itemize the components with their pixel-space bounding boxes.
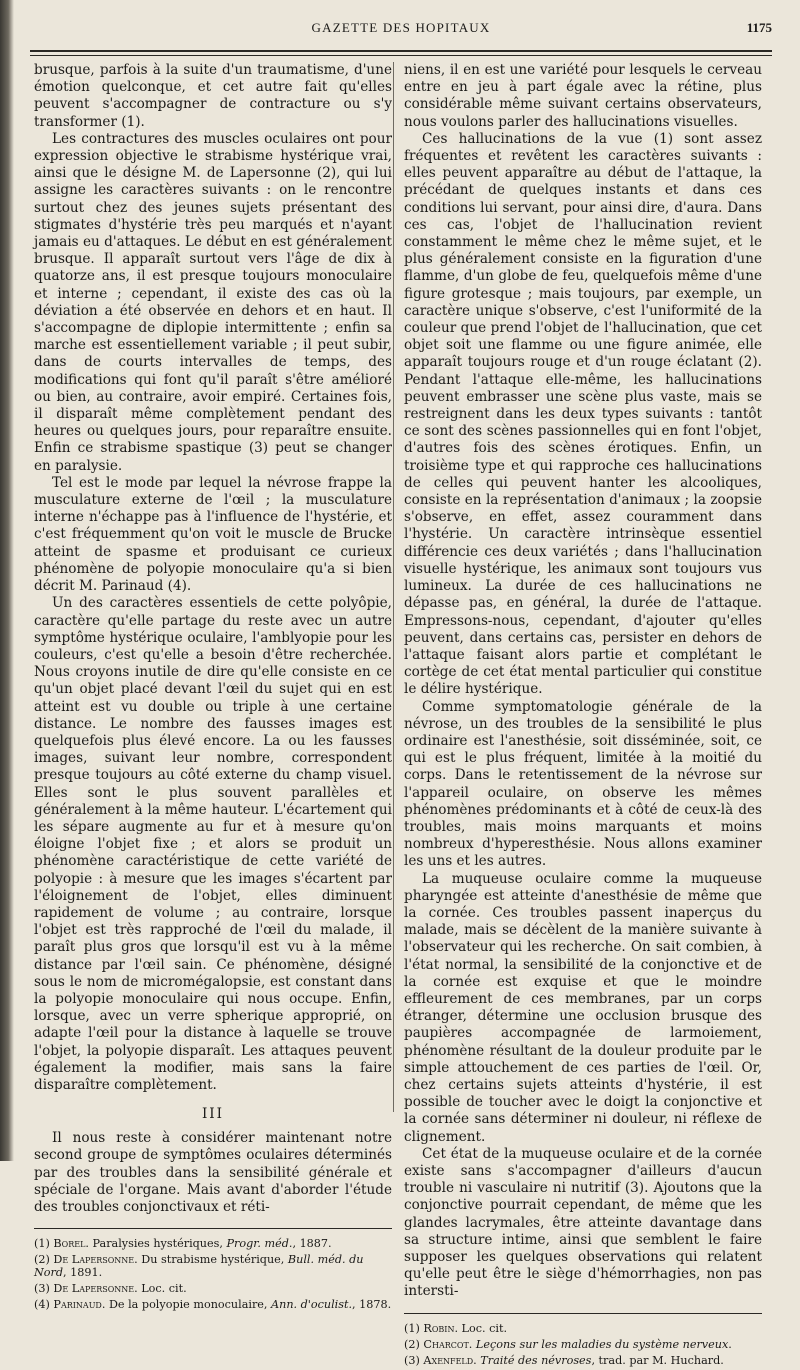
footnote-number: (1) [34,1237,50,1251]
footnote-author: Borel. [53,1237,89,1251]
paragraph: Cet état de la muqueuse oculaire et de la cornée existe sans s'accompagner d'ailleurs d'aucun trouble ni vasculaire ni nutritif (3). Ajoutons que la conjonctive pourrait cependant, de même que les glandes lacrymales, être atteinte davantage dans sa structure intime, ainsi que semblent le faire supposer les quelques observations qui relatent qu'elle peut être le siège d'hémorrhagies, non pas intersti- [404,1145,762,1300]
footnote-author: Parinaud. [53,1298,106,1312]
footnote [404,1354,762,1367]
footnote-tail: . [728,1337,732,1351]
footnote-author: Charcot. [423,1337,473,1351]
header-rule [30,50,772,52]
footnote [34,1253,392,1279]
footnote [34,1237,392,1250]
footnote-work: Traité des névroses [480,1353,592,1367]
footnote-work: Ann. d'oculist. [271,1298,353,1312]
footnote-number: (3) [34,1282,50,1296]
paragraph: brusque, parfois à la suite d'un traumatisme, d'une émotion quelconque, et cet autre fait qu'elles peuvent s'accompagner de contracture ou s'y transformer (1). [34,62,392,130]
section-heading: III [201,1106,225,1123]
footnote-tail: , 1891. [63,1266,103,1280]
page-number: 1175 [746,20,772,35]
footnote-text: De la polyopie monoculaire, [105,1298,272,1312]
footnote-author: De Lapersonne. [53,1253,138,1267]
paragraph: Il nous reste à considérer maintenant notre second groupe de symptômes oculaires déterminés par des troubles dans la sensibilité générale et spéciale de l'organe. Mais avant d'aborder l'étude des troubles conjonctivaux et réti- [34,1130,392,1215]
binding-edge [0,0,14,1161]
footnote-author: Axenfeld. [423,1353,477,1367]
header-rule-thin [30,55,772,56]
footnote [404,1322,762,1335]
column-divider [393,62,394,1112]
right-column [404,62,762,1370]
running-title: GAZETTE DES HOPITAUX [311,20,491,35]
footnote-author: De Lapersonne. [53,1282,138,1296]
footnote [404,1338,762,1351]
footnote-rule [404,1313,762,1314]
footnotes-right [404,1322,762,1367]
footnote [34,1282,392,1295]
left-column [34,62,392,1314]
paragraph: Les contractures des muscles oculaires ont pour expression objective le strabisme hystérique vrai, ainsi que le désigne M. de Lapersonne (2), qui lui assigne les caractères suivants : on le rencontre surtout chez des jeunes sujets présentant des stigmates d'hystérie très peu marqués et n'ayant jamais eu d'attaques. Le début en est généralement brusque. Il apparaît surtout vers l'âge de dix à quatorze ans, il est presque toujours monoculaire et interne ; cependant, il existe des cas où la déviation a été observée en dehors et en haut. Il s'accompagne de diplopie intermittente ; enfin sa marche est essentiellement variable ; il peut subir, dans de courts intervalles de temps, des modifications qui font qu'il paraît s'être amélioré ou bien, au contraire, avoir empiré. Certaines fois, il disparaît même complètement pendant des heures ou quelques jours, pour reparaître ensuite. Enfin ce strabisme spastique (3) peut se changer en paralysie. [34,130,392,474]
footnote-tail: , 1887. [292,1237,332,1251]
footnote-number: (2) [404,1337,420,1351]
footnotes-left [34,1237,392,1311]
footnote-author: Robin. [423,1321,458,1335]
footnote-work: Progr. méd. [226,1237,293,1251]
footnote-tail: , 1878. [352,1298,392,1312]
footnote-rule [34,1228,392,1229]
paragraph: Tel est le mode par lequel la névrose frappe la musculature externe de l'œil ; la musculature interne n'échappe pas à l'influence de l'hystérie, et c'est fréquemment qu'on voit le muscle de Brucke atteint de spasme et produisant ce curieux phénomène de polyopie monoculaire qu'a si bien décrit M. Parinaud (4). [34,474,392,595]
footnote-work: Bull. méd. du Nord [34,1253,364,1280]
footnote-work: Leçons sur les maladies du système nerveux [475,1337,729,1351]
footnote-text: Loc. cit. [137,1282,187,1296]
footnote-text: Loc. cit. [458,1321,507,1335]
footnote-text: Paralysies hystériques, [88,1237,227,1251]
footnote-number: (2) [34,1253,50,1267]
footnote-number: (4) [34,1298,50,1312]
paragraph: Comme symptomatologie générale de la névrose, un des troubles de la sensibilité le plus ordinaire est l'anesthésie, soit disséminée, soit, ce qui est le plus fréquent, limitée à la moitié du corps. Dans le retentissement de la névrose sur l'appareil oculaire, on observe les mêmes phénomènes prédominants et à côté de ceux-là des troubles, mais moins marquants et moins nombreux d'hyperesthésie. Nous allons examiner les uns et les autres. [404,698,762,870]
footnote [34,1298,392,1311]
page-header [30,20,772,42]
paragraph: niens, il en est une variété pour lesquels le cerveau entre en jeu à part égale avec la rétine, plus considérable même suivant certains observateurs, nous voulons parler des hallucinations visuelles. [404,62,762,130]
footnote-number: (1) [404,1321,420,1335]
footnote-text: Du strabisme hystérique, [137,1253,288,1267]
paragraph: La muqueuse oculaire comme la muqueuse pharyngée est atteinte d'anesthésie de même que la cornée. Ces troubles passent inaperçus du malade, mais se décèlent de la manière suivante à l'observateur qui les recherche. On sait combien, à l'état normal, la sensibilité de la conjonctive et de la cornée est exquise et que le moindre effleurement de ces membranes, par un corps étranger, détermine une occlusion brusque des paupières accompagnée de larmoiement, phénomène résultant de la douleur produite par le simple attouchement de ces parties de l'œil. Or, chez certains sujets atteints d'hystérie, il est possible de toucher avec le doigt la conjonctive et la cornée sans déterminer ni douleur, ni réflexe de clignement. [404,870,762,1145]
footnote-tail: , trad. par M. Huchard. [591,1353,724,1367]
paragraph: Un des caractères essentiels de cette polyôpie, caractère qu'elle partage du reste avec un autre symptôme hystérique oculaire, l'amblyopie pour les couleurs, c'est qu'elle a besoin d'être recherchée. Nous croyons inutile de dire qu'elle consiste en ce qu'un objet placé devant l'œil du sujet qui en est atteint est vu double ou triple à une certaine distance. Le nombre des fausses images est quelquefois plus élevé encore. La ou les fausses images, suivant leur nombre, correspondent presque toujours au côté externe du champ visuel. Elles sont le plus souvent parallèles et généralement à la même hauteur. L'écartement qui les sépare augmente au fur et à mesure qu'on éloigne l'objet fixe ; et alors se produit un phénomène caractéristique de cette variété de polyopie : à mesure que les images s'écartent par l'éloignement de l'objet, elles diminuent rapidement de volume ; au contraire, lorsque l'objet est très rapproché de l'œil du malade, il paraît plus gros que lorsqu'il est vu à la même distance par l'œil sain. Ce phénomène, désigné sous le nom de micromégalopsie, est constant dans la polyopie monoculaire qui nous occupe. Enfin, lorsque, avec un verre spherique approprié, on adapte l'œil pour la distance à laquelle se trouve l'objet, la polyopie disparaît. Les attaques peuvent également la modifier, mais sans la faire disparaître complètement. [34,595,392,1093]
paragraph: Ces hallucinations de la vue (1) sont assez fréquentes et revêtent les caractères suivants : elles peuvent apparaître au début de l'attaque, la précédant de quelques instants et dans ces conditions lui servant, pour ainsi dire, d'aura. Dans ces cas, l'objet de l'hallucination revient constamment le même chez le même sujet, et le plus généralement consiste en la figuration d'une flamme, d'un globe de feu, quelquefois même d'une figure grotesque ; mais toujours, par exemple, un caractère unique s'observe, c'est l'uniformité de la couleur que prend l'objet de l'hallucination, que cet objet soit une flamme ou une figure animée, elle apparaît toujours rouge et d'un rouge éclatant (2). Pendant l'attaque elle-même, les hallucinations peuvent embrasser une scène plus vaste, mais se restreignent dans les deux types suivants : tantôt ce sont des scènes passionnelles qui en font l'objet, d'autres fois des scènes érotiques. Enfin, un troisième type et qui rapproche ces hallucinations de celles qui peuvent hanter les alcooliques, consiste en la représentation d'animaux ; la zoopsie s'observe, en effet, assez couramment dans l'hystérie. Un caractère intrinsèque essentiel différencie ces deux variétés ; dans l'hallucination visuelle hystérique, les animaux sont toujours vus lumineux. La durée de ces hallucinations ne dépasse pas, en général, la durée de l'attaque. Empressons-nous, cependant, d'ajouter qu'elles peuvent, dans certains cas, persister en dehors de l'attaque faisant alors partie et complétant le cortège de cet état mental particulier qui constitue le délire hystérique. [404,130,762,698]
footnote-number: (3) [404,1353,420,1367]
